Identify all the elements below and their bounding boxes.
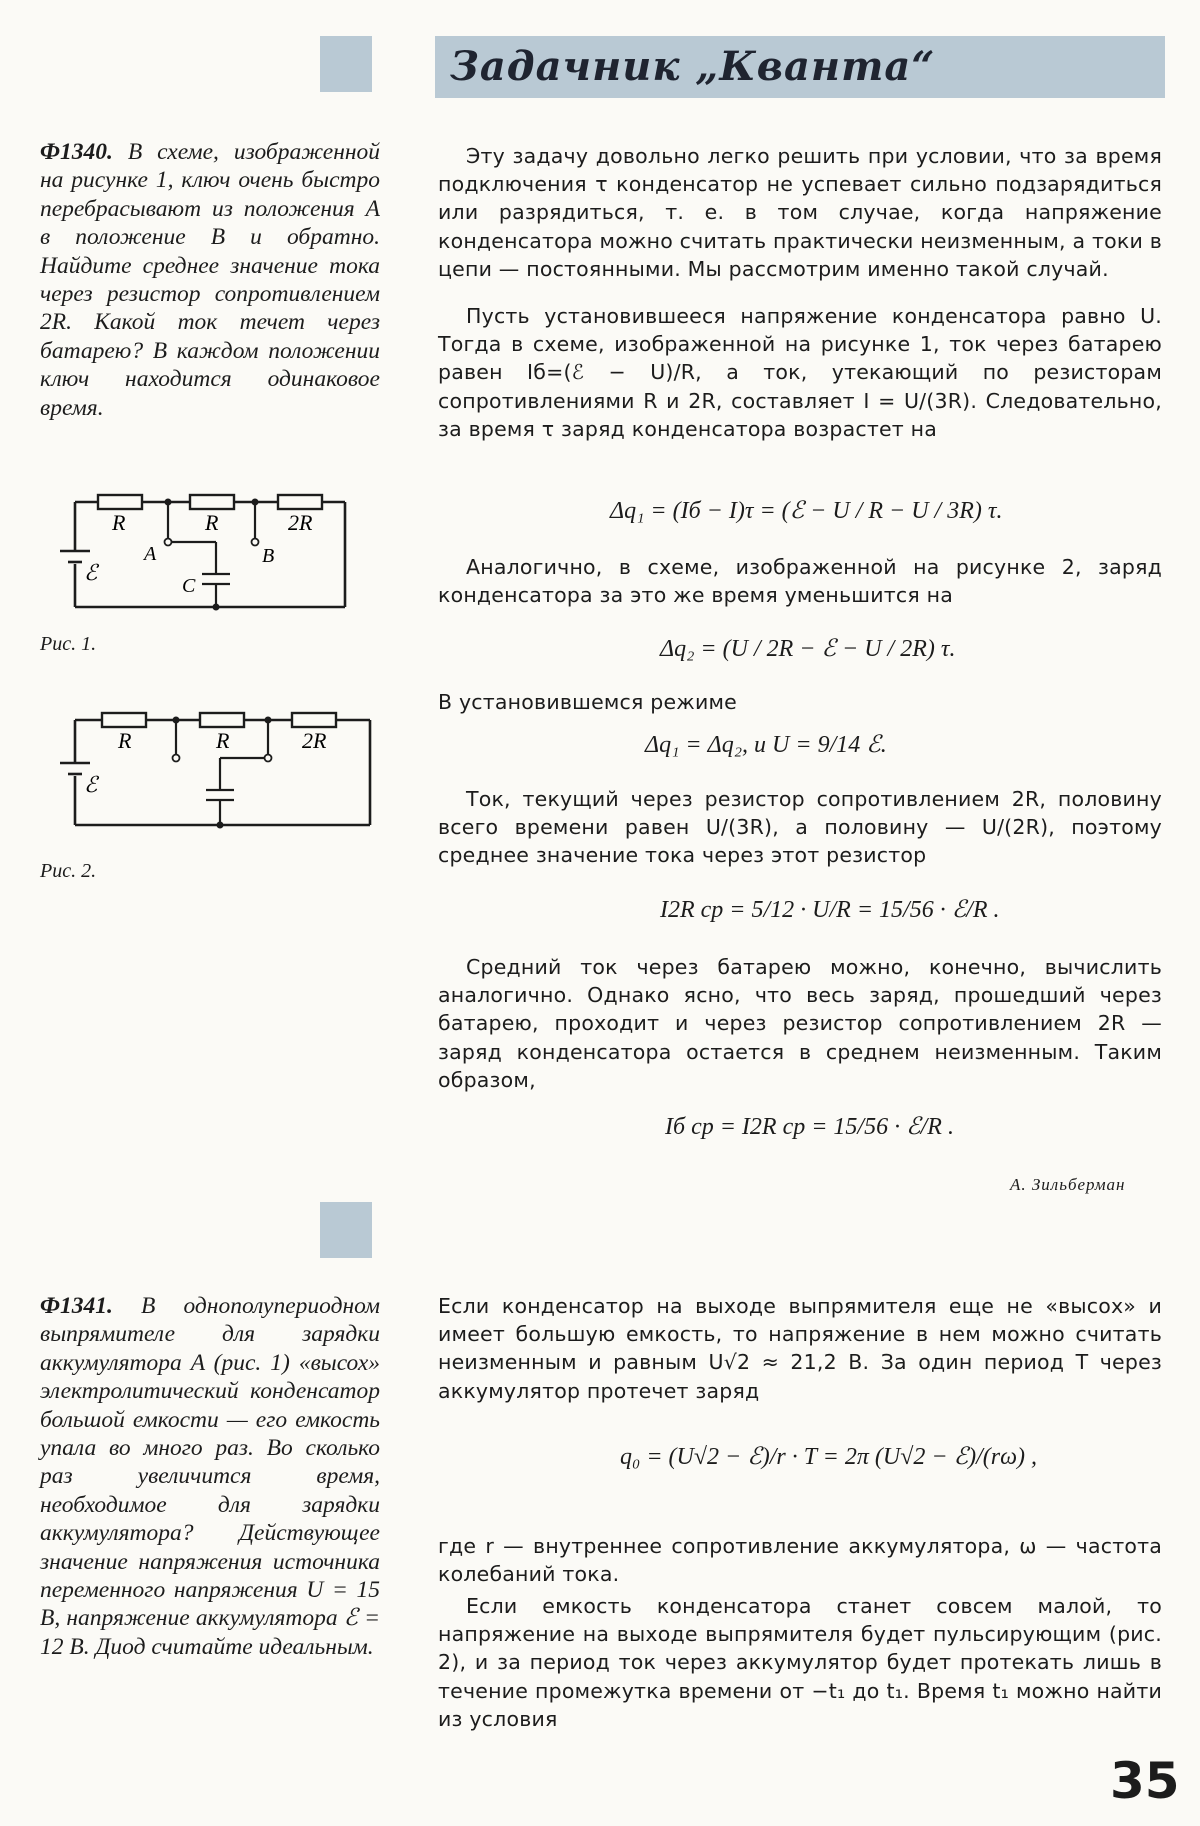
- problem-1341-text: В однополупериодном выпрямителе для зарядки аккумулятора A (рис. 1) «высох» электролитический конденсатор большой емкости — его емкость упала во много раз. Во сколько раз увеличится время, необходимое для зарядки аккумулятора? Действующее значение напряжения источника переменного напряжения U = 15 В, напряжение аккумулятора ℰ = 12 В. Диод считайте идеальным.: [40, 1293, 380, 1660]
- fig2-label-r3: 2R: [302, 728, 327, 753]
- page-number: 35: [1110, 1752, 1180, 1810]
- fig1-label-b: B: [262, 545, 275, 567]
- page-header-title: Задачник „Кванта“: [450, 43, 936, 90]
- resistor-r3: [278, 495, 322, 509]
- problem-1341-number: Ф1341.: [40, 1293, 113, 1319]
- fig1-label-a: A: [144, 543, 157, 565]
- fig2-resistor-r3: [292, 713, 336, 727]
- fig1-label-r1: R: [112, 510, 126, 535]
- solution-1340-p4: В установившемся режиме: [438, 690, 737, 714]
- figure-2-caption: Рис. 2.: [40, 860, 97, 882]
- solution-1341-eq1: q₀ = (U√2 − ℰ)/r · T = 2π (U√2 − ℰ)/(rω) ,: [620, 1444, 1038, 1470]
- solution-1341-p3: Если емкость конденсатора станет совсем малой, то напряжение на выходе выпрямителя будет пульсирующим (рис. 2), и за период ток через аккумулятор будет протекать лишь в течение промежутка времени от −t₁ до t₁. Время t₁ можно найти из условия: [438, 1594, 1162, 1731]
- fig1-label-r2: R: [205, 510, 219, 535]
- problem-1341: [40, 1292, 380, 1661]
- circuit-figure-2: [40, 700, 385, 840]
- solution-1341-p2: где r — внутреннее сопротивление аккумулятора, ω — частота колебаний тока.: [438, 1534, 1162, 1587]
- fig1-label-c: C: [182, 575, 196, 597]
- solution-1340-p6: Средний ток через батарею можно, конечно, вычислить аналогично. Однако ясно, что весь заряд, прошедший через батарею, проходит и через резистор сопротивлением 2R — заряд конденсатора остается в среднем неизменным. Таким образом,: [438, 955, 1162, 1092]
- solution-1340-p3: Аналогично, в схеме, изображенной на рисунке 2, заряд конденсатора за это же время уменьшится на: [438, 555, 1162, 608]
- solution-1340-eq2: Δq₂ = (U / 2R − ℰ − U / 2R) τ.: [660, 636, 956, 662]
- resistors: [98, 495, 322, 509]
- fig2-resistor-r2: [200, 713, 244, 727]
- fig2-resistor-r1: [102, 713, 146, 727]
- solution-1340-p1: Эту задачу довольно легко решить при условии, что за время подключения τ конденсатор не успевает сильно подзарядиться или разрядиться, т. е. в том случае, когда напряжение конденсатора можно считать практически неизменным, а токи в цепи — постоянными. Мы рассмотрим именно такой случай.: [438, 144, 1162, 281]
- resistor-r2: [190, 495, 234, 509]
- fig1-label-emf: ℰ: [84, 560, 98, 585]
- solution-1340-p2: Пусть установившееся напряжение конденсатора равно U. Тогда в схеме, изображенной на рисунке 1, ток через батарею равен Iб=(ℰ − U)/R, а ток, утекающий по резисторам сопротивлениями R и 2R, составляет I = U/(3R). Следовательно, за время τ заряд конденсатора возрастет на: [438, 304, 1162, 441]
- problem-1340: [40, 138, 380, 422]
- figure-1-caption: Рис. 1.: [40, 633, 97, 655]
- circuit-figure-1: [40, 482, 385, 622]
- solution-1340-eq1: Δq₁ = (Iб − I)τ = (ℰ − U / R − U / 3R) τ.: [610, 498, 1003, 524]
- solution-1341-p1: Если конденсатор на выходе выпрямителя еще не «высох» и имеет большую емкость, то напряжение в нем можно считать неизменным и равным U√2 ≈ 21,2 В. За один период T через аккумулятор протечет заряд: [438, 1294, 1162, 1403]
- solution-1340-eq5: Iб ср = I2R ср = 15/56 · ℰ/R .: [665, 1114, 954, 1140]
- solution-1340-eq3: Δq₁ = Δq₂, и U = 9/14 ℰ.: [645, 732, 887, 758]
- fig2-label-r1: R: [118, 728, 132, 753]
- fig2-label-r2: R: [216, 728, 230, 753]
- fig2-label-emf: ℰ: [84, 772, 98, 797]
- solution-1340-eq4: I2R ср = 5/12 · U/R = 15/56 · ℰ/R .: [660, 897, 1000, 923]
- problem-1340-text: В схеме, изображенной на рисунке 1, ключ очень быстро перебрасывают из положения A в положение B и обратно. Найдите среднее значение тока через резистор сопротивлением 2R. Какой ток течет через батарею? В каждом положении ключ находится одинаковое время.: [40, 139, 381, 421]
- problem-1340-number: Ф1340.: [40, 139, 113, 165]
- resistor-r1: [98, 495, 142, 509]
- section-decor-square: [320, 1202, 372, 1258]
- solution-1340-author: А. Зильберман: [1010, 1175, 1126, 1194]
- header-decor-square: [320, 36, 372, 92]
- fig1-label-r3: 2R: [288, 510, 313, 535]
- solution-1340-p5: Ток, текущий через резистор сопротивлением 2R, половину всего времени равен U/(3R), а половину — U/(2R), поэтому среднее значение тока через этот резистор: [438, 787, 1162, 868]
